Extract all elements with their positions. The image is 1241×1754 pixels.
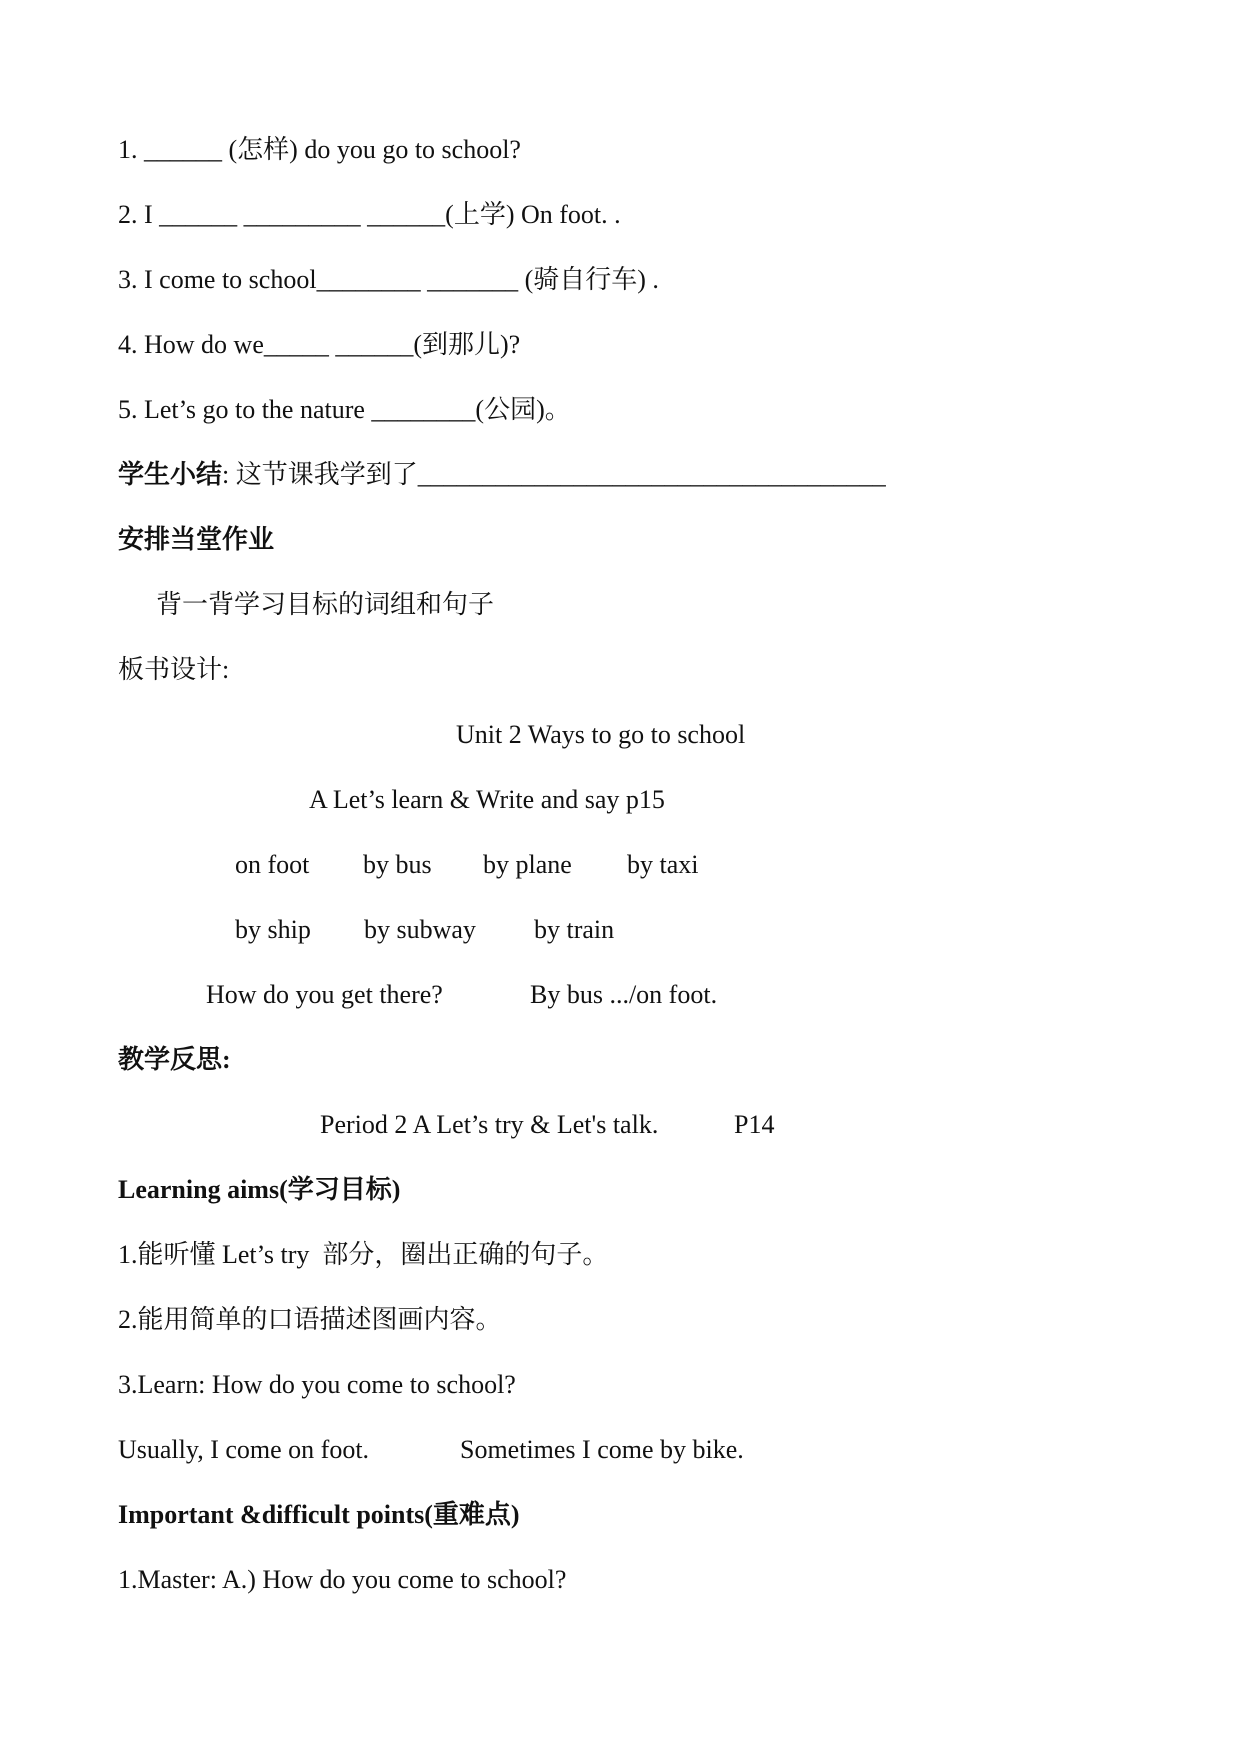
phrase-by-bus: by bus bbox=[363, 850, 432, 879]
exercise-5: 5. Let’s go to the nature ________(公园)。 bbox=[118, 395, 571, 424]
student-summary bbox=[118, 459, 886, 491]
phrase-by-taxi: by taxi bbox=[627, 850, 699, 879]
key-point-1: 1.Master: A.) How do you come to school? bbox=[118, 1565, 567, 1594]
phrase-by-plane: by plane bbox=[483, 850, 572, 879]
board-question: How do you get there? bbox=[206, 980, 443, 1009]
board-subtitle: A Let’s learn & Write and say p15 bbox=[309, 785, 665, 814]
period-page: P14 bbox=[734, 1110, 775, 1139]
homework-text: 背一背学习目标的词组和句子 bbox=[156, 590, 495, 619]
aim-item-3: 3.Learn: How do you come to school? bbox=[118, 1370, 516, 1399]
period-title: Period 2 A Let’s try & Let's talk. bbox=[320, 1110, 659, 1139]
summary-label: 学生小结 bbox=[118, 460, 223, 489]
aim-sometimes: Sometimes I come by bike. bbox=[460, 1435, 744, 1464]
learning-aims-heading: Learning aims(学习目标) bbox=[118, 1175, 401, 1204]
aim-usually: Usually, I come on foot. bbox=[118, 1435, 370, 1464]
reflection-heading: 教学反思: bbox=[118, 1045, 231, 1074]
phrase-on-foot: on foot bbox=[235, 850, 310, 879]
exercise-3: 3. I come to school________ _______ (骑自行车) . bbox=[118, 265, 659, 294]
board-answer: By bus .../on foot. bbox=[530, 980, 718, 1009]
homework-heading: 安排当堂作业 bbox=[118, 525, 275, 554]
aim-item-2: 2.能用简单的口语描述图画内容。 bbox=[118, 1305, 502, 1334]
phrase-by-subway: by subway bbox=[364, 915, 476, 944]
summary-text: : 这节课我学到了____________________________________ bbox=[222, 460, 886, 489]
board-title: Unit 2 Ways to go to school bbox=[456, 720, 746, 749]
board-design-label: 板书设计: bbox=[118, 655, 230, 684]
exercise-4: 4. How do we_____ ______(到那儿)? bbox=[118, 330, 521, 359]
phrase-by-ship: by ship bbox=[235, 915, 311, 944]
exercise-2: 2. I ______ _________ ______(上学) On foot. . bbox=[118, 200, 621, 229]
exercise-1: 1. ______ (怎样) do you go to school? bbox=[118, 135, 521, 164]
key-points-heading: Important &difficult points(重难点) bbox=[118, 1500, 520, 1529]
phrase-by-train: by train bbox=[534, 915, 615, 944]
aim-item-1: 1.能听懂 Let’s try 部分，圈出正确的句子。 bbox=[118, 1240, 609, 1269]
